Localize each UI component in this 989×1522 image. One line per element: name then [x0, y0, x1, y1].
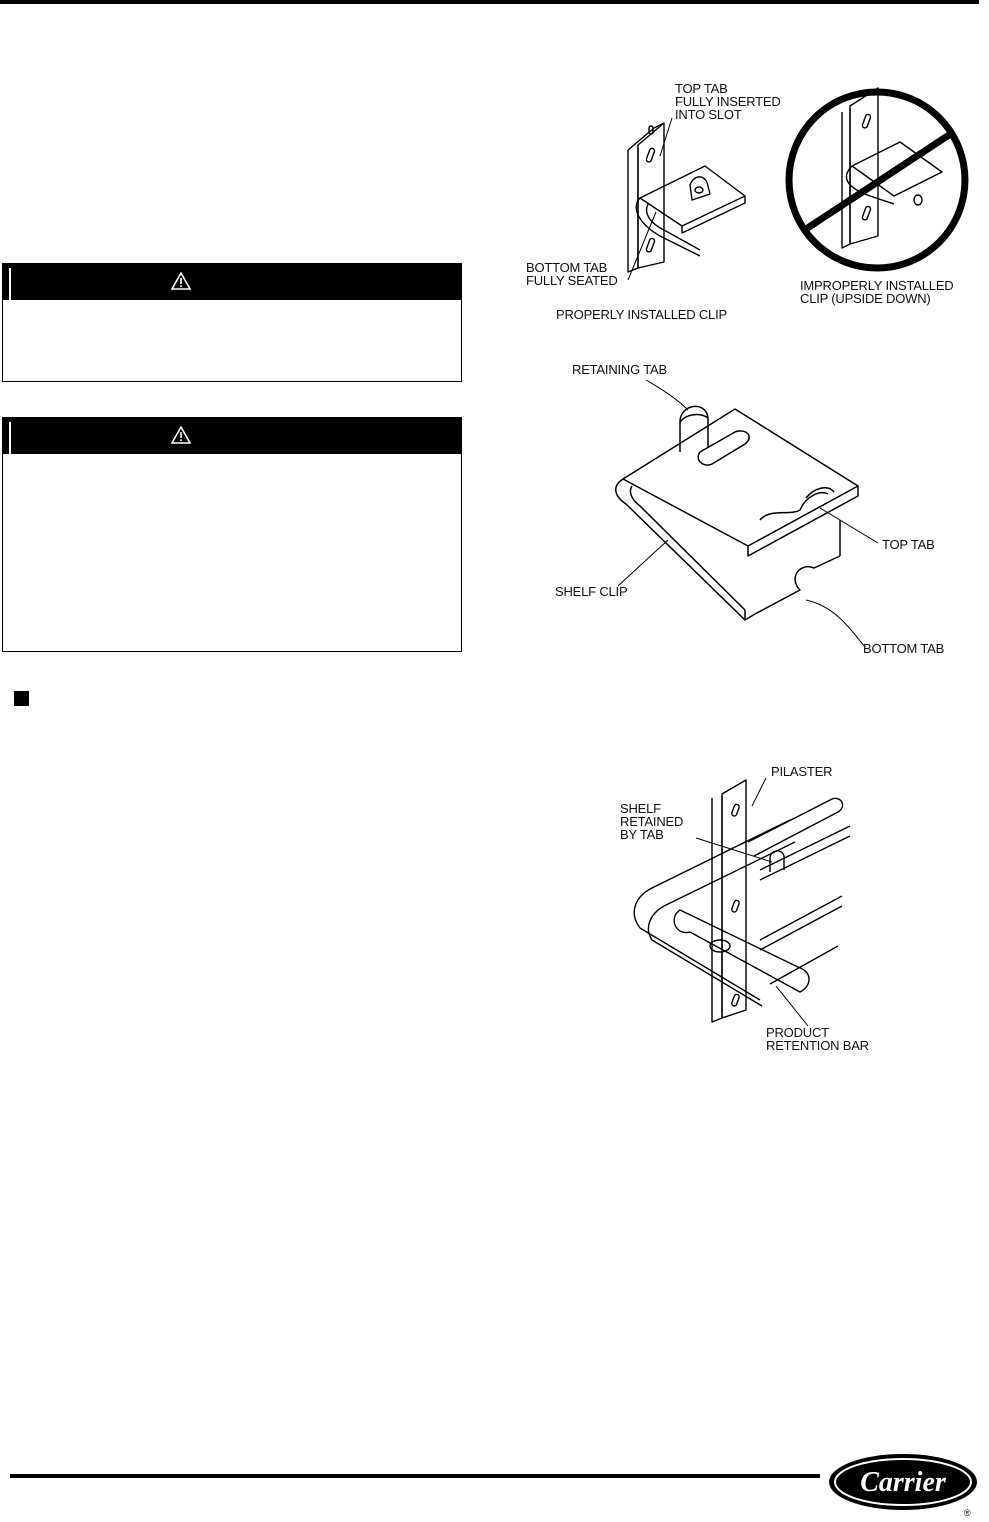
carrier-logo	[828, 1452, 980, 1518]
top-tab-label: TOP TAB FULLY INSERTED INTO SLOT	[675, 81, 781, 122]
top-tab-clip-label: TOP TAB	[882, 537, 935, 552]
improper-clip-illustration	[789, 88, 965, 268]
product-retention-bar-label: PRODUCT RETENTION BAR	[766, 1025, 869, 1053]
pilaster-proper	[628, 123, 745, 272]
improper-caption: IMPROPERLY INSTALLED CLIP (UPSIDE DOWN)	[800, 278, 954, 306]
pilaster-label: PILASTER	[771, 764, 833, 779]
retaining-tab-label: RETAINING TAB	[572, 362, 667, 377]
bottom-tab-clip-label: BOTTOM TAB	[863, 641, 945, 656]
shelf-retained-label: SHELF RETAINED BY TAB	[620, 801, 684, 842]
registered-mark: ®	[964, 1508, 971, 1518]
carrier-wordmark: Carrier	[860, 1467, 946, 1498]
shelf-clip-label: SHELF CLIP	[555, 584, 628, 599]
bottom-tab-seated-label: BOTTOM TAB FULLY SEATED	[526, 260, 618, 288]
proper-caption: PROPERLY INSTALLED CLIP	[556, 307, 727, 322]
shelf-clip-illustration	[616, 406, 858, 620]
